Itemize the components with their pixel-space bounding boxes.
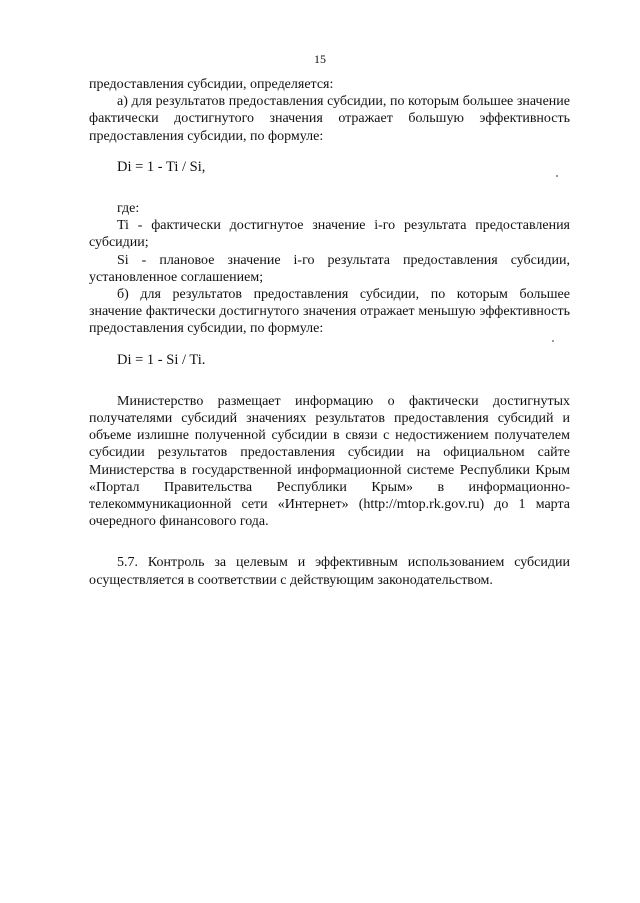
scan-speck	[552, 340, 554, 342]
formula-b: Di = 1 - Si / Ti.	[117, 351, 206, 368]
where-label: где:	[117, 201, 140, 217]
spacer	[89, 145, 570, 159]
scan-speck	[556, 175, 558, 177]
page-number: 15	[314, 52, 326, 66]
definition-ti: Ti - фактически достигнутое значение i-го результата предоставления субсидии;	[89, 218, 570, 251]
spacer	[89, 530, 570, 554]
spacer	[89, 338, 570, 352]
item-a-paragraph: а) для результатов предоставления субсидии, по которым большее значение фактически достигнутого значения отражает большую эффективность предоставления субсидии, по формуле:	[89, 94, 570, 144]
formula-a: Di = 1 - Ti / Si,	[117, 158, 206, 175]
ministry-paragraph: Министерство размещает информацию о фактически достигнутых получателями субсидий значениях результатов предоставления субсидий и объеме излишне полученной субсидии в связи с недостижением получателем субсидии результатов предоставления субсидии на официальном сайте Министерства в государственной информационной системе Республики Крым «Портал Правительства Республики Крым» в информационно-телекоммуникационной сети «Интернет» (http://mtop.rk.gov.ru) до 1 марта очередного финансового года.	[89, 393, 570, 530]
spacer	[89, 176, 570, 200]
spacer	[89, 369, 570, 393]
intro-line: предоставления субсидии, определяется:	[89, 77, 334, 92]
section-5-7-paragraph: 5.7. Контроль за целевым и эффективным использованием субсидии осуществляется в соответствии с действующим законодательством.	[89, 555, 570, 588]
document-body	[89, 76, 570, 589]
definition-si: Si - плановое значение i-го результата предоставления субсидии, установленное соглашением;	[89, 252, 570, 285]
item-b-paragraph: б) для результатов предоставления субсидии, по которым большее значение фактически достигнутого значения отражает меньшую эффективность предоставления субсидии, по формуле:	[89, 287, 570, 337]
